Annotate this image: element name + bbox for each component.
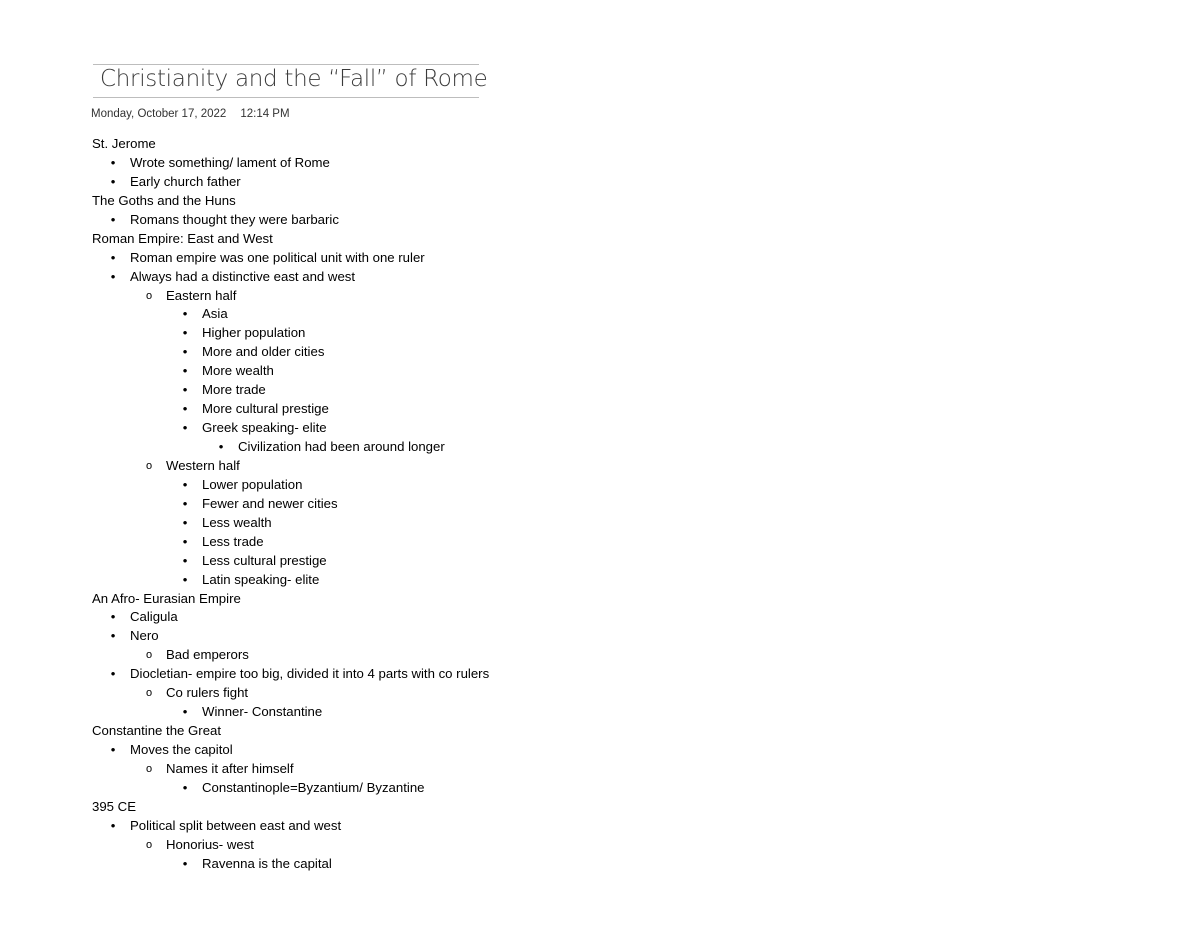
- outline-item: [92, 703, 1092, 722]
- outline-text: Greek speaking- elite: [202, 420, 327, 436]
- outline-item: [92, 665, 1092, 684]
- outline-text: Always had a distinctive east and west: [130, 268, 356, 284]
- circle-bullet-icon: o: [145, 649, 153, 662]
- outline-text: Nero: [130, 628, 159, 644]
- outline-text: More cultural prestige: [202, 401, 329, 417]
- outline-text: Wrote something/ lament of Rome: [130, 154, 330, 170]
- outline-text: The Goths and the Huns: [92, 192, 236, 208]
- outline-item: [92, 552, 1092, 571]
- bullet-icon: •: [110, 628, 116, 644]
- outline-item: [92, 646, 1092, 665]
- circle-bullet-icon: o: [145, 459, 153, 472]
- outline-text: Co rulers fight: [166, 685, 249, 701]
- page-date: Monday, October 17, 2022: [91, 108, 227, 120]
- bullet-icon: •: [182, 855, 188, 871]
- bullet-icon: •: [182, 495, 188, 511]
- outline-text: Constantinople=Byzantium/ Byzantine: [202, 779, 425, 795]
- outline-item: [92, 343, 1092, 362]
- outline-text: Asia: [202, 306, 228, 322]
- outline-text: 395 CE: [92, 798, 136, 814]
- outline-heading: [92, 230, 1092, 249]
- bullet-icon: •: [182, 533, 188, 549]
- outline-text: Moves the capitol: [130, 742, 233, 757]
- bullet-icon: •: [110, 211, 116, 227]
- bullet-icon: •: [218, 439, 224, 454]
- outline-item: [92, 268, 1092, 287]
- bullet-icon: •: [110, 154, 116, 170]
- outline-text: More wealth: [202, 363, 274, 379]
- outline-text: Caligula: [130, 609, 178, 625]
- outline-text: Names it after himself: [166, 760, 294, 776]
- outline-text: Western half: [166, 457, 240, 473]
- outline-text: Less cultural prestige: [202, 552, 327, 568]
- bullet-icon: •: [182, 571, 188, 587]
- outline-text: Civilization had been around longer: [238, 439, 445, 454]
- bullet-icon: •: [182, 401, 188, 417]
- outline-item: [92, 400, 1092, 419]
- outline-text: Less wealth: [202, 514, 272, 530]
- outline-text: Roman empire was one political unit with one ruler: [130, 249, 425, 265]
- outline-item: [92, 173, 1092, 192]
- outline-text: Ravenna is the capital: [202, 855, 332, 871]
- bullet-icon: •: [182, 476, 188, 492]
- outline-text: Honorius- west: [166, 836, 254, 852]
- outline-text: Higher population: [202, 325, 306, 341]
- bullet-icon: •: [182, 306, 188, 322]
- outline-item: [92, 817, 1092, 836]
- bullet-icon: •: [110, 817, 116, 833]
- bullet-icon: •: [182, 382, 188, 398]
- bullet-icon: •: [110, 609, 116, 625]
- bullet-icon: •: [182, 704, 188, 720]
- bullet-icon: •: [182, 420, 188, 436]
- outline-item: [92, 305, 1092, 324]
- outline-item: [92, 154, 1092, 173]
- outline-text: Winner- Constantine: [202, 704, 323, 720]
- page-time: 12:14 PM: [240, 108, 290, 120]
- outline-item: [92, 855, 1092, 874]
- outline-item: [92, 533, 1092, 552]
- outline-item: [92, 476, 1092, 495]
- outline-item: [92, 362, 1092, 381]
- outline-text: Romans thought they were barbaric: [130, 211, 339, 227]
- outline-text: Political split between east and west: [130, 817, 342, 833]
- outline-text: Eastern half: [166, 287, 237, 303]
- outline-text: Early church father: [130, 173, 241, 189]
- outline-item: [92, 438, 1092, 457]
- outline-heading: [92, 192, 1092, 211]
- bullet-icon: •: [110, 666, 116, 682]
- outline-text: An Afro- Eurasian Empire: [92, 590, 241, 606]
- outline-item: [92, 741, 1092, 760]
- outline-text: More and older cities: [202, 344, 325, 360]
- outline-item: [92, 324, 1092, 343]
- outline-text: Diocletian- empire too big, divided it into 4 parts with co rulers: [130, 666, 490, 682]
- outline-item: [92, 211, 1092, 230]
- outline-item: [92, 571, 1092, 590]
- outline-item: [92, 419, 1092, 438]
- circle-bullet-icon: o: [145, 762, 153, 775]
- outline-text: Fewer and newer cities: [202, 495, 338, 511]
- circle-bullet-icon: o: [145, 289, 153, 302]
- bullet-icon: •: [110, 249, 116, 265]
- outline-text: St. Jerome: [92, 136, 156, 151]
- outline-heading: [92, 135, 1092, 154]
- outline-text: Roman Empire: East and West: [92, 230, 273, 246]
- outline-item: [92, 684, 1092, 703]
- outline-text: Less trade: [202, 533, 264, 549]
- circle-bullet-icon: o: [145, 838, 153, 851]
- outline-item: [92, 608, 1092, 627]
- page-title[interactable]: Christianity and the “Fall” of Rome: [100, 66, 488, 92]
- bullet-icon: •: [110, 173, 116, 189]
- outline-text: Bad emperors: [166, 647, 249, 663]
- bullet-icon: •: [182, 514, 188, 530]
- outline-item: [92, 495, 1092, 514]
- outline-item: [92, 836, 1092, 855]
- outline-heading: [92, 722, 1092, 741]
- outline-item: [92, 627, 1092, 646]
- outline-text: Lower population: [202, 476, 303, 492]
- outline-item: [92, 514, 1092, 533]
- bullet-icon: •: [182, 363, 188, 379]
- bullet-icon: •: [182, 344, 188, 360]
- bullet-icon: •: [182, 779, 188, 795]
- outline-item: [92, 287, 1092, 306]
- outline-item: [92, 381, 1092, 400]
- outline-item: [92, 457, 1092, 476]
- outline-text: More trade: [202, 382, 266, 398]
- bullet-icon: •: [110, 268, 116, 284]
- page-date-time: [91, 108, 290, 120]
- bullet-icon: •: [110, 742, 116, 757]
- bullet-icon: •: [182, 552, 188, 568]
- outline-heading: [92, 590, 1092, 609]
- bullet-icon: •: [182, 325, 188, 341]
- circle-bullet-icon: o: [145, 687, 153, 700]
- outline-text: Constantine the Great: [92, 723, 222, 739]
- outline-heading: [92, 798, 1092, 817]
- outline-item: [92, 249, 1092, 268]
- outline-text: Latin speaking- elite: [202, 571, 320, 587]
- note-body[interactable]: [92, 135, 1092, 874]
- outline-item: [92, 779, 1092, 798]
- outline-item: [92, 760, 1092, 779]
